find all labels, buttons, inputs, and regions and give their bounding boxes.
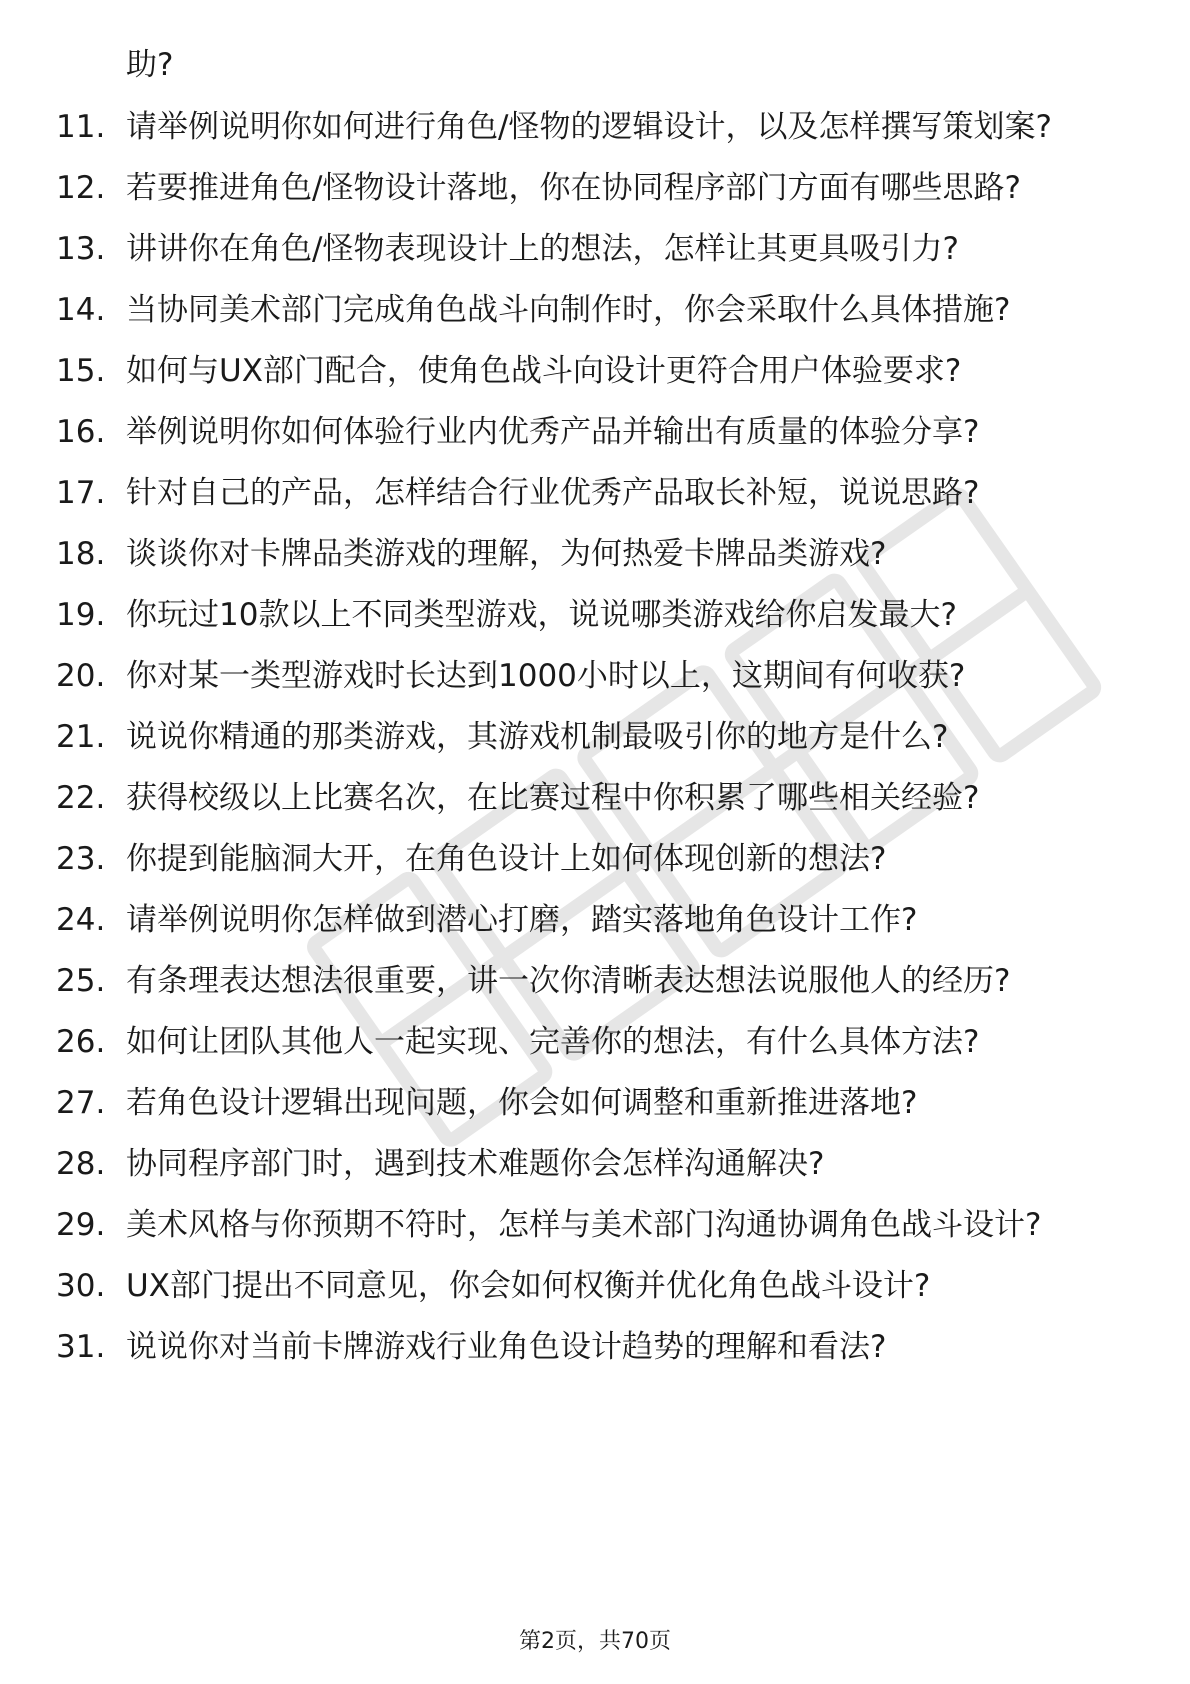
question-item xyxy=(56,962,1136,1000)
question-number: 15. xyxy=(56,353,106,389)
continuation-text: 助? xyxy=(126,47,174,83)
question-list-container xyxy=(56,46,1136,1389)
question-item xyxy=(56,901,1136,939)
question-item xyxy=(56,474,1136,512)
question-item xyxy=(56,1023,1136,1061)
question-number: 24. xyxy=(56,902,106,938)
question-number: 12. xyxy=(56,170,106,206)
page-footer: 第2页，共70页 xyxy=(519,1629,671,1654)
question-number: 22. xyxy=(56,780,106,816)
question-number: 11. xyxy=(56,109,106,145)
question-list xyxy=(56,108,1136,1366)
question-text: 谈谈你对卡牌品类游戏的理解，为何热爱卡牌品类游戏? xyxy=(126,536,887,572)
question-text: 你提到能脑洞大开，在角色设计上如何体现创新的想法? xyxy=(126,841,887,877)
question-number: 20. xyxy=(56,658,106,694)
question-item xyxy=(56,840,1136,878)
question-text: 说说你精通的那类游戏，其游戏机制最吸引你的地方是什么? xyxy=(126,719,949,755)
question-number: 17. xyxy=(56,475,106,511)
question-number: 29. xyxy=(56,1207,106,1243)
question-number: 16. xyxy=(56,414,106,450)
question-number: 27. xyxy=(56,1085,106,1121)
question-text: 获得校级以上比赛名次，在比赛过程中你积累了哪些相关经验? xyxy=(126,780,980,816)
question-text: 如何与UX部门配合，使角色战斗向设计更符合用户体验要求? xyxy=(126,353,962,389)
question-number: 13. xyxy=(56,231,106,267)
question-number: 23. xyxy=(56,841,106,877)
question-text: 讲讲你在角色/怪物表现设计上的想法，怎样让其更具吸引力? xyxy=(126,231,959,267)
question-item xyxy=(56,1206,1136,1244)
question-text: 请举例说明你如何进行角色/怪物的逻辑设计，以及怎样撰写策划案? xyxy=(126,109,1052,145)
question-text: UX部门提出不同意见，你会如何权衡并优化角色战斗设计? xyxy=(126,1268,931,1304)
question-number: 26. xyxy=(56,1024,106,1060)
question-text: 若角色设计逻辑出现问题，你会如何调整和重新推进落地? xyxy=(126,1085,918,1121)
question-text: 你玩过10款以上不同类型游戏，说说哪类游戏给你启发最大? xyxy=(126,597,957,633)
question-item xyxy=(56,779,1136,817)
question-item xyxy=(56,230,1136,268)
question-text: 若要推进角色/怪物设计落地，你在协同程序部门方面有哪些思路? xyxy=(126,170,1021,206)
question-item xyxy=(56,1267,1136,1305)
question-item xyxy=(56,535,1136,573)
question-number: 14. xyxy=(56,292,106,328)
question-item xyxy=(56,1145,1136,1183)
question-text: 你对某一类型游戏时长达到1000小时以上，这期间有何收获? xyxy=(126,658,966,694)
question-number: 25. xyxy=(56,963,106,999)
question-number: 18. xyxy=(56,536,106,572)
question-item xyxy=(56,596,1136,634)
question-item xyxy=(56,657,1136,695)
question-number: 21. xyxy=(56,719,106,755)
question-text: 协同程序部门时，遇到技术难题你会怎样沟通解决? xyxy=(126,1146,825,1182)
question-number: 19. xyxy=(56,597,106,633)
question-item xyxy=(56,108,1136,146)
question-text: 有条理表达想法很重要，讲一次你清晰表达想法说服他人的经历? xyxy=(126,963,1011,999)
question-text: 说说你对当前卡牌游戏行业角色设计趋势的理解和看法? xyxy=(126,1329,887,1365)
question-text: 针对自己的产品，怎样结合行业优秀产品取长补短，说说思路? xyxy=(126,475,980,511)
question-item xyxy=(56,1084,1136,1122)
question-number: 30. xyxy=(56,1268,106,1304)
question-number: 31. xyxy=(56,1329,106,1365)
question-text: 请举例说明你怎样做到潜心打磨，踏实落地角色设计工作? xyxy=(126,902,918,938)
question-item xyxy=(56,718,1136,756)
question-text: 举例说明你如何体验行业内优秀产品并输出有质量的体验分享? xyxy=(126,414,980,450)
question-item xyxy=(56,291,1136,329)
question-number: 28. xyxy=(56,1146,106,1182)
question-text: 当协同美术部门完成角色战斗向制作时，你会采取什么具体措施? xyxy=(126,292,1011,328)
question-item xyxy=(56,352,1136,390)
question-item xyxy=(56,1328,1136,1366)
question-text: 如何让团队其他人一起实现、完善你的想法，有什么具体方法? xyxy=(126,1024,980,1060)
question-item xyxy=(56,169,1136,207)
question-text: 美术风格与你预期不符时，怎样与美术部门沟通协调角色战斗设计? xyxy=(126,1207,1042,1243)
question-item xyxy=(56,413,1136,451)
